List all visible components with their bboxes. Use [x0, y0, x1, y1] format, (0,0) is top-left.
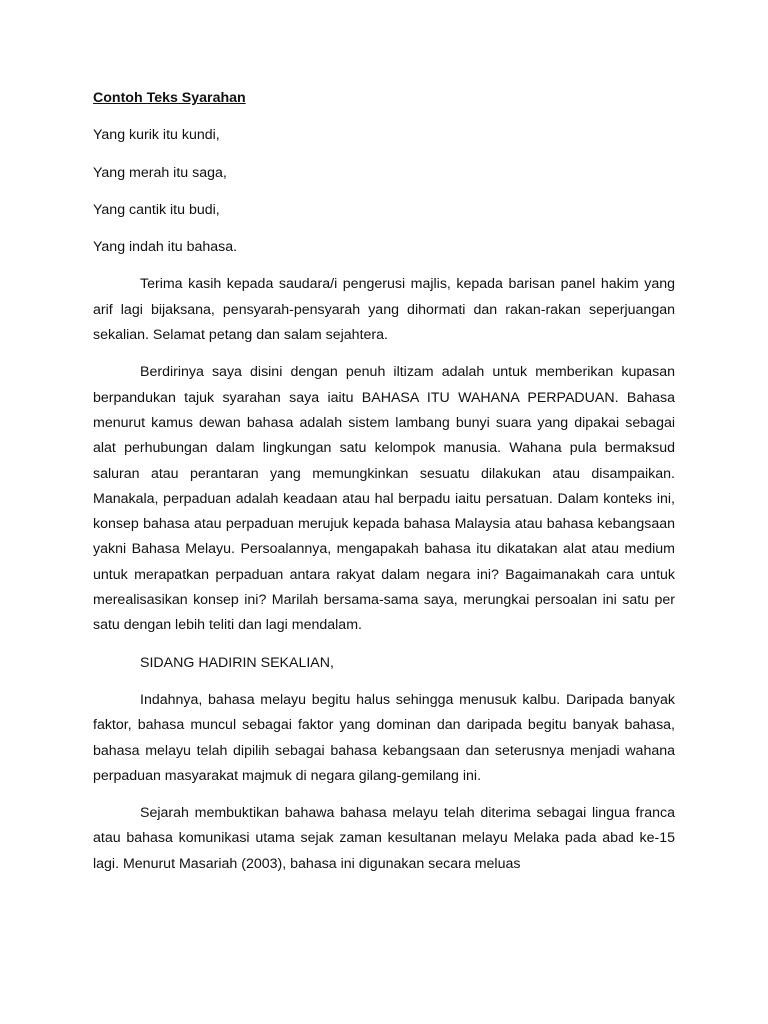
paragraph-history: Sejarah membuktikan bahawa bahasa melayu telah diterima sebagai lingua franca atau bahasa komunikasi utama sejak zaman kesultanan melayu Melaka pada abad ke-15 lagi. Menurut Masariah (2003), bahasa ini digunakan secara meluas [93, 805, 675, 872]
salutation-heading: SIDANG HADIRIN SEKALIAN, [140, 654, 334, 671]
paragraph-introduction: Berdirinya saya disini dengan penuh iltizam adalah untuk memberikan kupasan berpandukan tajuk syarahan saya iaitu BAHASA ITU WAHANA PERPADUAN. Bahasa menurut kamus dewan bahasa adalah sistem lambang bunyi suara yang dipakai sebagai alat perhubungan dalam lingkungan satu kelompok manusia. Wahana pula bermaksud saluran atau perantaran yang memungkinkan sesuatu dilakukan atau disampaikan. Manakala, perpaduan adalah keadaan atau hal berpadu iaitu persatuan. Dalam konteks ini, konsep bahasa atau perpaduan merujuk kepada bahasa Malaysia atau bahasa kebangsaan yakni Bahasa Melayu. Persoalannya, mengapakah bahasa itu dikatakan alat atau medium untuk merapatkan perpaduan antara rakyat dalam negara ini? Bagaimanakah cara untuk merealisasikan konsep ini? Marilah bersama-sama saya, merungkai persoalan ini satu per satu dengan lebih teliti dan lagi mendalam. [93, 364, 675, 634]
pantun-line-3: Yang cantik itu budi, [93, 201, 220, 218]
pantun-line-4: Yang indah itu bahasa. [93, 239, 238, 256]
pantun-line-1: Yang kurik itu kundi, [93, 127, 220, 144]
document-body [93, 86, 675, 889]
paragraph-greeting: Terima kasih kepada saudara/i pengerusi majlis, kepada barisan panel hakim yang arif lagi bijaksana, pensyarah-pensyarah yang dihormati dan rakan-rakan seperjuangan sekalian. Selamat petang dan salam sejahtera. [93, 276, 675, 344]
document-title: Contoh Teks Syarahan [93, 90, 246, 106]
pantun-line-2: Yang merah itu saga, [93, 164, 227, 181]
paragraph-beauty-of-language: Indahnya, bahasa melayu begitu halus sehingga menusuk kalbu. Daripada banyak faktor, bahasa muncul sebagai faktor yang dominan dan daripada begitu banyak bahasa, bahasa melayu telah dipilih sebagai bahasa kebangsaan dan seterusnya menjadi wahana perpaduan masyarakat majmuk di negara gilang-gemilang ini. [93, 691, 675, 784]
